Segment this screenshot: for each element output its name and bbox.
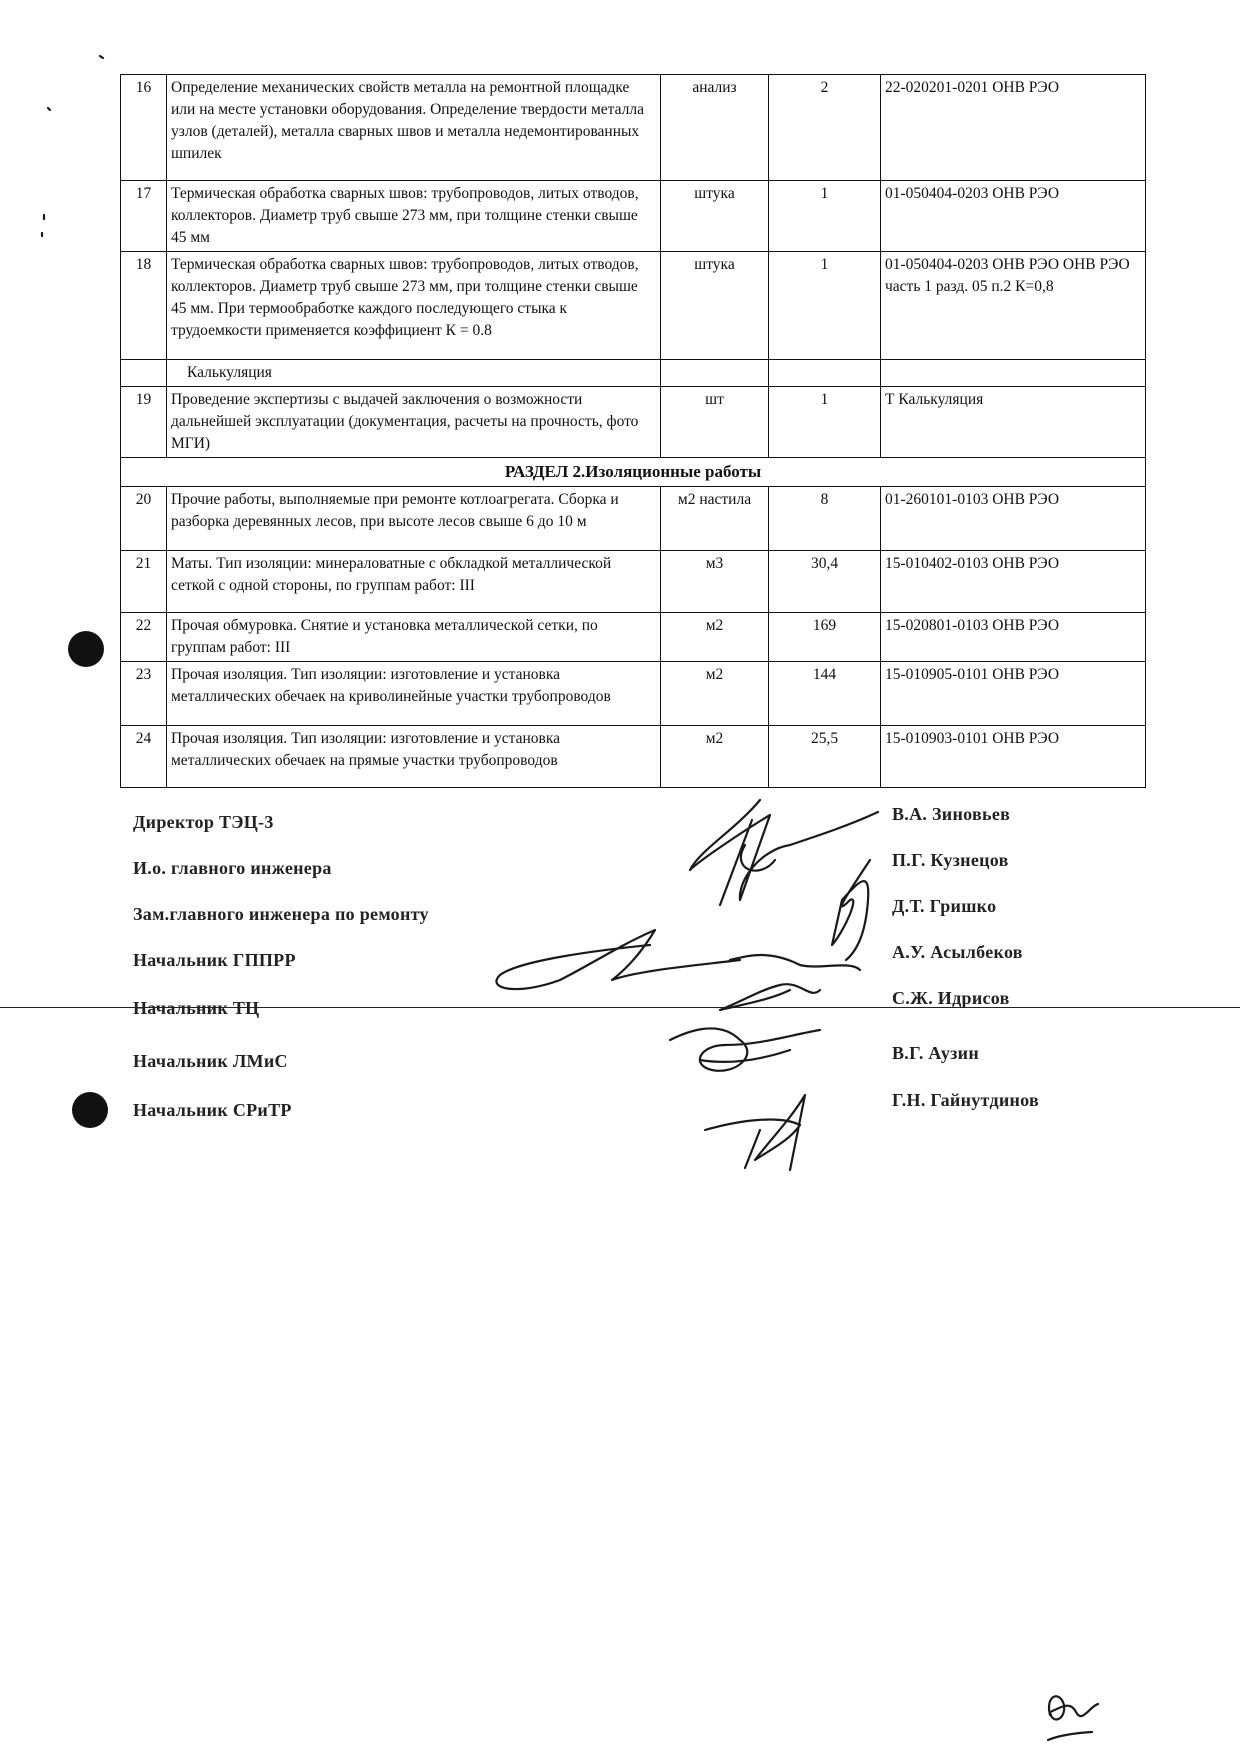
unit-of-measure: шт	[661, 387, 769, 458]
norm-reference: 15-020801-0103 ОНВ РЭО	[881, 613, 1146, 662]
signatory-name: А.У. Асылбеков	[892, 942, 1023, 962]
table-row	[121, 662, 1146, 726]
unit-of-measure: штука	[661, 252, 769, 360]
table-row	[121, 726, 1146, 788]
unit-of-measure: м2	[661, 726, 769, 788]
quantity: 1	[769, 387, 881, 458]
work-description: Прочие работы, выполняемые при ремонте котлоагрегата. Сборка и разборка деревянных лесов, при высоте лесов свыше 6 до 10 м	[167, 487, 661, 551]
quantity: 25,5	[769, 726, 881, 788]
horizontal-scan-line	[0, 1007, 1240, 1008]
quantity: 1	[769, 181, 881, 252]
table-row	[121, 75, 1146, 181]
signatory-title: Директор ТЭЦ-3	[133, 812, 274, 832]
row-number: 17	[121, 181, 167, 252]
signature-4	[720, 955, 860, 1010]
signatory-name: В.Г. Аузин	[892, 1043, 980, 1063]
signatory-title: Начальник ТЦ	[133, 998, 260, 1018]
table-row	[121, 387, 1146, 458]
row-number: 22	[121, 613, 167, 662]
norm-reference: 15-010903-0101 ОНВ РЭО	[881, 726, 1146, 788]
row-number: 18	[121, 252, 167, 360]
row-number: 23	[121, 662, 167, 726]
table-row	[121, 252, 1146, 360]
table-row	[121, 551, 1146, 613]
quantity: 1	[769, 252, 881, 360]
table-row	[121, 613, 1146, 662]
signatory-title: Начальник СРиТР	[133, 1100, 292, 1120]
row-number: 19	[121, 387, 167, 458]
signature-3	[496, 930, 740, 989]
signatory-name: В.А. Зиновьев	[892, 804, 1011, 824]
quantity: 30,4	[769, 551, 881, 613]
norm-reference: 01-050404-0203 ОНВ РЭО	[881, 181, 1146, 252]
unit-of-measure: штука	[661, 181, 769, 252]
norm-reference: 15-010905-0101 ОНВ РЭО	[881, 662, 1146, 726]
quantity: 8	[769, 487, 881, 551]
cell-empty	[881, 360, 1146, 387]
works-table-body	[121, 75, 1146, 788]
signatory-title: Зам.главного инженера по ремонту	[133, 904, 429, 924]
work-description: Прочая изоляция. Тип изоляции: изготовление и установка металлических обечаек на прямые участки трубопроводов	[167, 726, 661, 788]
work-description: Прочая обмуровка. Снятие и установка металлической сетки, по группам работ: III	[167, 613, 661, 662]
row-number: 21	[121, 551, 167, 613]
cell-empty	[121, 360, 167, 387]
norm-reference: 15-010402-0103 ОНВ РЭО	[881, 551, 1146, 613]
signature-6	[705, 1095, 805, 1170]
work-description: Прочая изоляция. Тип изоляции: изготовление и установка металлических обечаек на криволинейные участки трубопроводов	[167, 662, 661, 726]
signatory-name: П.Г. Кузнецов	[892, 850, 1009, 870]
work-description: Термическая обработка сварных швов: трубопроводов, литых отводов, коллекторов. Диаметр труб свыше 273 мм, при толщине стенки свыше 45 мм	[167, 181, 661, 252]
punch-hole-icon	[72, 1092, 108, 1128]
quantity: 169	[769, 613, 881, 662]
work-description: Проведение экспертизы с выдачей заключения о возможности дальнейшей эксплуатации (документация, расчеты на прочность, фото МГИ)	[167, 387, 661, 458]
cell-empty	[661, 360, 769, 387]
signatory-title: Начальник ЛМиС	[133, 1051, 288, 1071]
calc-row	[121, 360, 1146, 387]
row-number: 16	[121, 75, 167, 181]
signatory-title: И.о. главного инженера	[133, 858, 332, 878]
table-row	[121, 181, 1146, 252]
work-description: Маты. Тип изоляции: минераловатные с обкладкой металлической сеткой с одной стороны, по группам работ: III	[167, 551, 661, 613]
punch-hole-icon	[68, 631, 104, 667]
signatory-name: Г.Н. Гайнутдинов	[892, 1090, 1040, 1110]
norm-reference: 01-260101-0103 ОНВ РЭО	[881, 487, 1146, 551]
row-number: 20	[121, 487, 167, 551]
cell-empty	[769, 360, 881, 387]
work-description: Термическая обработка сварных швов: трубопроводов, литых отводов, коллекторов. Диаметр труб свыше 273 мм, при толщине стенки свыше 45 мм. При термообработке каждого последующего стыка к трудоемкости применяется коэффициент К = 0.8	[167, 252, 661, 360]
initials-mark	[1048, 1696, 1098, 1740]
signature-2	[832, 860, 870, 960]
unit-of-measure: м3	[661, 551, 769, 613]
table-row	[121, 487, 1146, 551]
signatory-name: Д.Т. Гришко	[892, 896, 997, 916]
signature-5	[670, 1028, 820, 1070]
row-number: 24	[121, 726, 167, 788]
quantity: 144	[769, 662, 881, 726]
section-title: РАЗДЕЛ 2.Изоляционные работы	[121, 458, 1146, 487]
signatory-name: С.Ж. Идрисов	[892, 988, 1010, 1008]
norm-reference: Т Калькуляция	[881, 387, 1146, 458]
work-description: Определение механических свойств металла на ремонтной площадке или на месте установки оборудования. Определение твердости металла узлов (деталей), металла сварных швов и металла недемонтированных шпилек	[167, 75, 661, 181]
unit-of-measure: м2	[661, 662, 769, 726]
norm-reference: 01-050404-0203 ОНВ РЭО ОНВ РЭО часть 1 разд. 05 п.2 К=0,8	[881, 252, 1146, 360]
unit-of-measure: м2 настила	[661, 487, 769, 551]
works-table	[120, 74, 1146, 788]
section-header-row	[121, 458, 1146, 487]
calc-label: Калькуляция	[167, 360, 661, 387]
quantity: 2	[769, 75, 881, 181]
signatory-title: Начальник ГППРР	[133, 950, 296, 970]
signature-1	[690, 800, 878, 905]
unit-of-measure: анализ	[661, 75, 769, 181]
norm-reference: 22-020201-0201 ОНВ РЭО	[881, 75, 1146, 181]
unit-of-measure: м2	[661, 613, 769, 662]
